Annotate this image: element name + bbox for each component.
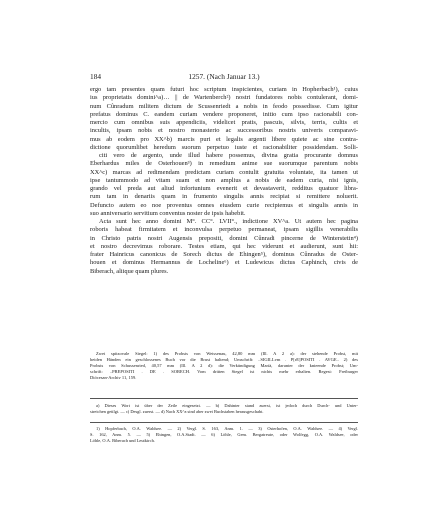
text-line: in Christo patris nostri Augensis prepositi, domini Cûnradi pincerne de Winterstetin⁴) [90, 234, 358, 242]
text-line: Biberach, aliique quam plures. [90, 267, 169, 275]
text-line: ipse tantummodo ad vitam suam et non amplius a nobis de eadem curia, nisi ignis, [90, 176, 358, 184]
text-line: Acta sunt hec anno domini M°. CC°. LVII°., indictione XV^a. Ut autem hec pagina [99, 218, 358, 225]
text-line: Defuncto autem eo noe proventus omnes eiusdem curie recipiemus et singulis annis in [90, 201, 358, 209]
text-line: grando vel preda aut aliud infortunium evenerit et devastaverit, redditus quatuor libra- [90, 185, 358, 192]
text-line: prefatus dominus C. eandem curiam vendere proponeret, initio cum ipso racionabili con- [90, 110, 358, 118]
text-line: incultis, ipsam nobis et nostro monasterio ac successoribus nostris univeris comparavi- [90, 127, 358, 135]
page-header [90, 72, 358, 82]
text-line: ius proprietatis domini^a)… || de Wartenberch²) nostri fundatores nobis contulerant, domi- [90, 94, 358, 102]
text-line: et nostro decrevimus roborare. Testes etiam, qui hec viderunt et audierunt, sunt hii: [90, 242, 358, 250]
text-line: rum tam in denariis quam in frumento singulis annis recipiat si remittere noluerit. [90, 193, 358, 201]
page-number: 184 [90, 72, 102, 81]
footnote-divider-2 [90, 422, 358, 423]
seal-line: Zwei spitzovale Siegel: 1) des Probsts von Weissenau, 42,80 mm (Ill. A 2 a): der stehende Probst, mit [96, 351, 358, 356]
charter-text [90, 86, 358, 276]
text-line: Eberhardus miles de Osterhouen³) in remedium anime sue suorumque parentum nobis [90, 160, 358, 168]
seal-line: beiden Händen ein geschlossenes Buch vor die Brust haltend; Umschrift: ..SIGILLvm . P[rE]POSITI . AVGE.. 2) des [90, 357, 358, 363]
seal-line: Diöcesan-Archiv 11, 159. [90, 375, 137, 381]
running-title: 1257. (Nach Januar 13.) [188, 72, 260, 81]
text-line: num Cûnradum militem dictum de Scussenriedt a nobis in feodo possedisse. Cum igitur [90, 102, 358, 110]
text-line: ergo tam presentes quam futuri hoc scriptum inspicientes, curiam in Hopherbach¹), cuius [90, 86, 358, 93]
footnote-line: 1) Hopferbach, O.A. Waldsee. — 2) Vergl. S. 163, Anm. 1. — 3) Osterhofen, O.A. Waldsee. — 4) Vergl. [96, 426, 358, 431]
text-critical-notes [90, 403, 358, 415]
footnote-line: S. 162, Anm. 5. — 5) Ehingen, O.A.Stadt. — 6) Löhle, Gem. Bergatreute, oder Wolfegg, O.A. Waldsee, oder [90, 432, 358, 437]
text-line: suo anniversario servitium conventus noster de ipsis habebit. [90, 209, 246, 217]
seal-description [90, 351, 358, 381]
text-line: mercio cum omnibus suis appendiciis, videlicet pratis, pascuis, silvis, terris, cultis et [90, 119, 358, 126]
footnote-line: streichen getilgt. — c) Desgl. zuerst. — d) Nach XX^a sind aber zwei Buchstaben herausgeschabt. [90, 409, 264, 414]
text-line: roboris habeat firmitatem et inconvulsa perpetuo permaneat, ipsam sigillis venerabilis [90, 226, 358, 234]
text-line: houen et dominus Hermannus de Locheline⁶) et Ludewicus dictus Caphinch, civis de [90, 259, 358, 267]
seal-line: schrift: ..PREPOSITI . DE . SORECH. Vom dritten Siegel ist nichts mehr erhalten. Regest: Freiburger [90, 369, 358, 375]
text-line: frater Hainricus canonicus de Sorech dictus de Ehingen⁵), dominus Cûnradus de Oster- [90, 251, 358, 258]
text-line: XX^c) marcas ad redimendam predictam curiam contulit gratuita voluntate, ita tamen ut [90, 168, 358, 176]
footnote-line: a) Dieses Wort ist über der Zeile eingesetzt. — b) Dahinter stand zuerst, ist jedoch durch Durch- und Unter- [96, 403, 358, 408]
footnote-line: Löhle, O.A. Biberach und Leutkirch. [90, 438, 155, 443]
text-line: dictione quorumlibet heredum suorum perpetuo iuste et racionabiliter possidendam. Solli- [90, 143, 358, 151]
text-line: citi vero de argento, unde illud habere possemus, divina gratia procurante domnus [99, 152, 358, 159]
seal-line: Probsts von Schussenried, 40,57 mm (Ill. A 2 d): die Verkündigung Mariä, darunter der knieende Probst; Um- [90, 363, 358, 369]
footnote-divider [90, 398, 358, 399]
text-line: mus ab eodem pro XX^b) marcis puri et legalis argenti libere quiete ac sine contra- [90, 135, 358, 143]
place-name-notes [90, 426, 358, 444]
